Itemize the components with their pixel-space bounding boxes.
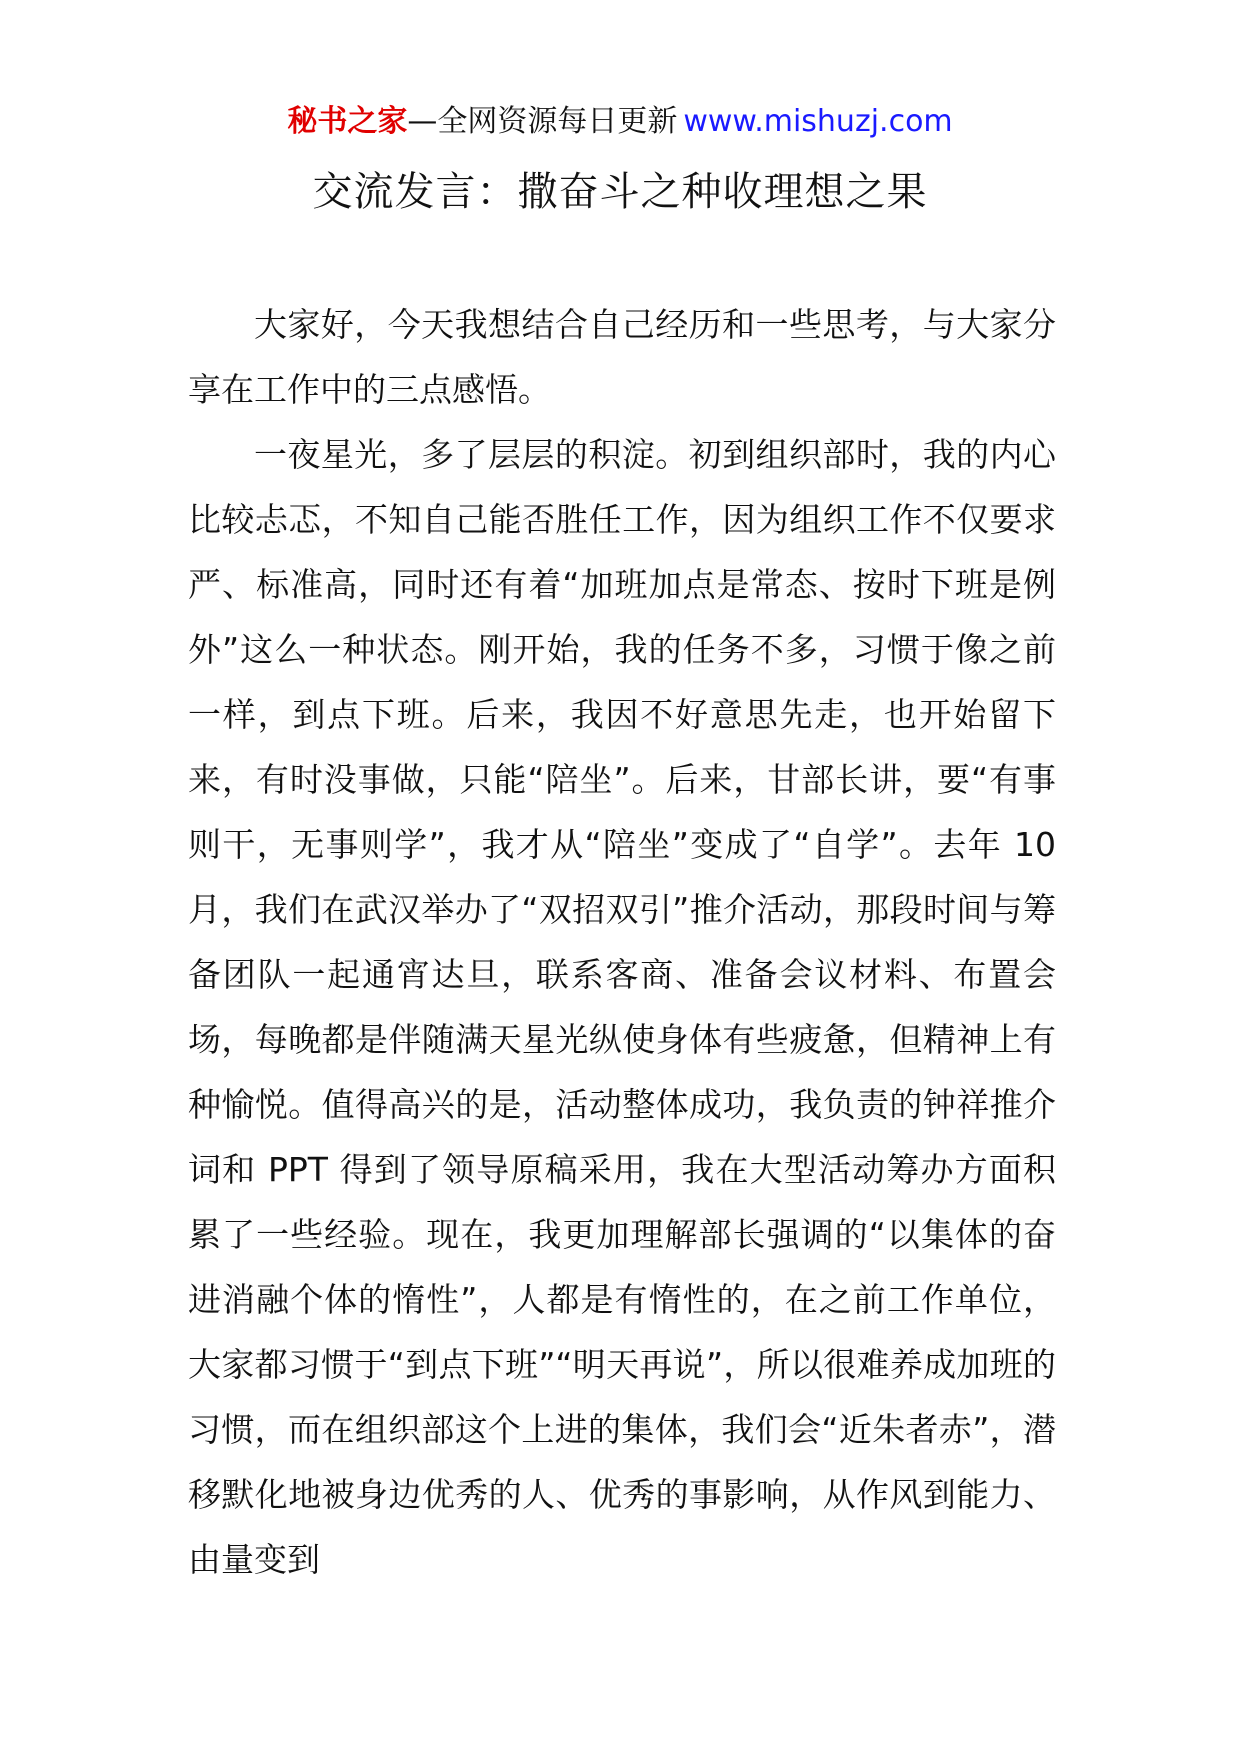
paragraph: 一夜星光，多了层层的积淀。初到组织部时，我的内心比较忐忑，不知自己能否胜任工作，因为组织工作不仅要求严、标准高，同时还有着“加班加点是常态、按时下班是例外”这么一种状态。刚开始，我的任务不多，习惯于像之前一样，到点下班。后来，我因不好意思先走，也开始留下来，有时没事做，只能“陪坐”。后来，甘部长讲，要“有事则干，无事则学”，我才从“陪坐”变成了“自学”。去年 10 月，我们在武汉举办了“双招双引”推介活动，那段时间与筹备团队一起通宵达旦，联系客商、准备会议材料、布置会场，每晚都是伴随满天星光纵使身体有些疲惫，但精神上有种愉悦。值得高兴的是，活动整体成功，我负责的钟祥推介词和 PPT 得到了领导原稿采用，我在大型活动筹办方面积累了一些经验。现在，我更加理解部长强调的“以集体的奋进消融个体的惰性”，人都是有惰性的，在之前工作单位，大家都习惯于“到点下班”“明天再说”，所以很难养成加班的习惯，而在组织部这个上进的集体，我们会“近朱者赤”，潜移默化地被身边优秀的人、优秀的事影响，从作风到能力、由量变到 — [188, 435, 1056, 1579]
paragraph: 大家好，今天我想结合自己经历和一些思考，与大家分享在工作中的三点感悟。 — [188, 305, 1056, 409]
brand-name: 秘书之家 — [287, 104, 408, 139]
site-header — [0, 102, 1240, 142]
header-tagline: —全网资源每日更新 — [407, 104, 678, 139]
document-title: 交流发言：撒奋斗之种收理想之果 — [312, 169, 928, 215]
document-body — [188, 292, 1056, 1592]
site-url-link[interactable]: www.mishuzj.com — [683, 104, 953, 139]
